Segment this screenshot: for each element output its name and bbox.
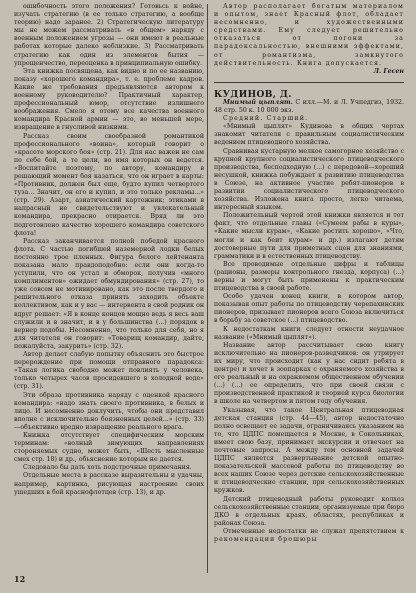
review-audience: Средний. Старший. (223, 115, 309, 123)
paragraph: Автор делает слабую попытку объяснить это быстрое перерождение при помощи отправного парадокса: «Такая логика свободно может повлиять у человека, только четырех часов просидевшего в холодной воде» (стр. 31). (14, 351, 204, 391)
paragraph: Автор располагает богатым материалом и опытом, знает Красный флот, обладает несомненно, и художественными средствами. Ему следует решительно отказаться от погони за парадоксальностью, внешними эффектами, от романтизма, замкнутого действительность. Книга допускается. (214, 3, 404, 67)
paragraph: Эта книжка посвящена, как видно и по ее названию, показу «хорошего командира», т. е. проблеме кадров. Какие же требования предъявляются автором к военному руководителю? Практичный характер, профессиональный юмор, отсутствие излишнего воображения. Смело я отому все качества военного командира Красной армии — это, во меньшей мере, извращение в гнусливой низкими. (14, 67, 204, 132)
paragraph: Указывая, что такое Центральная птицеводная детская станция (стр. 44—45), автор недостаточно полно освещает ее задачи, ограничиваясь указанием на то, что ЦДПС помещается в Москве, в Сокольниках, имеет свою базу, принимает экскурсии и отвечает на почтовые запросы. А между тем основной задачей ЦДПС является развертывание детской опытно-показательской массовой работы по птицеводству во всех наших Союзе через детские сельскохозяйственные и птицеводческие станции, при сельскохозяйственных кружков. (214, 406, 404, 495)
paragraph: «Мнимый цыплят» Кудинова в общих чертах знакомит читателя с правильным социалистическим ведением птицеводного хозяйства. (214, 123, 404, 147)
paragraph: Детский птицеводный работы руководит колхоз сельскохозяйственные станции, организуемые при бюро ДКО в отдельных краях, областях, республиках и районах Союза. (214, 495, 404, 527)
paragraph: Положительный чертой этой книжки является и тот факт, что отдельные главы («Сумеем рабы в куры», «Какие мысли курам», «Какие ростить хорошо», «Что, могли и как беит курам» и др.) излагают детям достоверные пути для приметных сцен для знаниями, грамматики и в естественных птицеводству. (214, 212, 404, 260)
review-publication-info: С илл.—М. и Л. Учпедгиз, 1932. 48 стр. 50 к. 10 000 экз. (214, 98, 405, 115)
paragraph: Особо удачен конец книги, в котором автор, показывая опыт работы по птицеводству черепахинских пионеров, призывает пионеров всего Союза включиться в борьбу за советское (...) птицеводство. (214, 293, 404, 325)
page-number: 12 (14, 574, 26, 584)
paragraph: Следовало бы дать хоть подстрочные примечания. (23, 464, 192, 472)
section-separator (214, 82, 404, 83)
left-column (14, 3, 204, 497)
paragraph: Сравнивая кустарную мелкое самогорное хозяйство с крупной крупного социалистического птицеводческого производства, бесподходную (...) с передовой—хороший несушкой, книжка побуждает к развитию птицеводства в Союзе, на активное участие ребят-пионеров в развитии социалистического птицеводческого хозяйства. Изложена книга просто, легко читаема, интересный языком. (214, 147, 404, 212)
paragraph: Отдельные места в рассказе выразительны и удачны, например, картинка, рисующая настроение своих ушедших в бой краснофлотцев (стр. 13), и др. (14, 472, 204, 496)
review-signature: Л. Гесен (373, 67, 404, 75)
paragraph: Рассказ своим своебразной романтикой профессионального «воина», который говорит о «красоте морского боя» (стр. 21). Для нас важен не сам по себе бой, а те цели, во имя которых он ведется. «Воспитайте поэтому, по автору, командиру в решающий момент боя казаться, что он играет в карты: «Противник, должен был еще, будто купил четвертого туза... Значит, он его и купил, и это только рекламы...» (стр. 29). Азарт, азиатический картежник; этиками в напрасный не свидетельствуют и увлекательный командира, прекрасно отирается. Вряд ли это подготовлено качество хорошего командира советского флота! (14, 132, 204, 237)
paragraph (214, 528, 404, 544)
column-divider (207, 4, 208, 573)
paragraph: К недостаткам книги следует отнести неудачное название («Мнимый цыплят»). (214, 325, 404, 341)
review-author: КУДИНОВ, Д. (214, 89, 292, 100)
paragraph: Название автор рассчитывает свою книгу исключительно на пионеров-разведчиков: он утрирует их миру, что происходит (как у нас сидит ребята в центре) и хочет в зоопарках с охраняемого хозяйства в его реальный и на охраняемом общественном обучении (...) (...) ее определить, что при своей связи с производственной практикой и теорией курса биологии в школе на четвертом и пятом году обучения. (214, 341, 404, 406)
paragraph-text-spaced: рекомендации брошюры (214, 536, 318, 543)
paragraph: Эти образа противника наряду с оценкой красного командира: «надо знать своего противника, в белых и лицо. И несомненно доклучить, чтобы они представил вполне с исключительно боязненных целей...» (стр. 33)—объективно вредно извращение реального врага. (14, 391, 204, 431)
paragraph: Рассказ заканчивается полной победой красного флота. С частью погибшей наземерной лодки белых постоянно трое пленных. Фигура белого лейтенанта показана мало правдоподобно: если они когда-то уступили, что он устал и обморок, получив «много комплиментов» ожидает обмундирования» (стр. 27), то уже совсем не мотивировано, как это после твердого и решительного отказа принять заходить объекте коллективом, как и у вас — интервента в свой родник он вдруг решает: «Я в конце концов мощно ведь я весь ваш служили и в значит, и в у большинства (...) порядок в вернер подобы. Несомненно, что только для себя, но я для читателя он говорит: «Товарищ командир, дайте, пожалуйста, закурить» (стр. 32). (14, 237, 204, 350)
right-column (214, 3, 404, 544)
paragraph: ошибочность этого положения? Готовьсь к войне, изучать стратегию (в ее только стратегию, а вообще теорию) надо заранее. 2) Стратегическую литературу мы не можем рассматривать «в общем» наряду с военным положением угрозы — они имеют в реальные работах которые далеко неблизкие. 3) Рассматривать стратегию как один из элементов бытия — упрощенчество, переоценка в принципиальную ошибку. (14, 3, 204, 67)
paragraph: Все проводимые отдельные цифры и таблицы (рационы, размеры контрольного гнезда, корпуса) (...) верны и могут быть применены к практическим птицеводства в своей работе. (214, 260, 404, 293)
review-title: Мнимый цыплят. (223, 98, 293, 106)
paragraph: Книжка отсутствует специфическим морским терминам: «волный зимующих направлениях стороняемых судно, может быть, «Шесть мысленные смех стр. 18) и др., обьяснение которым не дается. (14, 431, 204, 464)
review-bibliography (214, 99, 404, 115)
paragraph-text: Отмеченные недостатки не служат препятствием к (223, 527, 404, 535)
